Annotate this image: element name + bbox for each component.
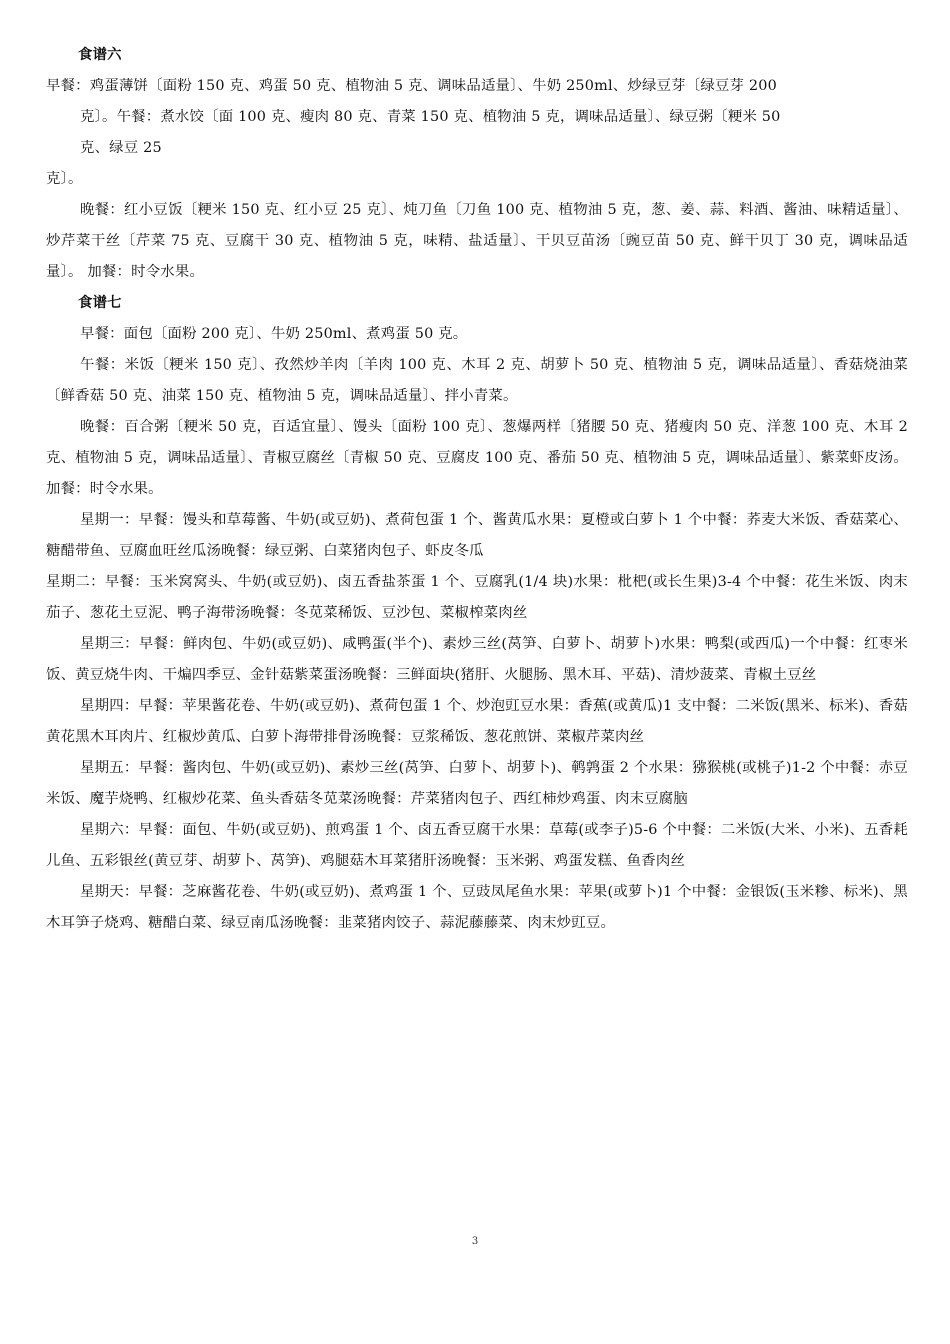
recipe6-line4: 克〕。 (46, 171, 83, 187)
week-tuesday: 星期二：早餐：玉米窝窝头、牛奶(或豆奶)、卤五香盐茶蛋 1 个、豆腐乳(1/4 块)水果：枇杷(或长生果)3-4 个中餐：花生米饭、肉末茄子、葱花土豆泥、鸭子海带汤晚餐：冬苋菜稀饭、豆沙包、菜椒榨菜肉丝 (46, 574, 908, 621)
week-thursday: 星期四：早餐：苹果酱花卷、牛奶(或豆奶)、煮荷包蛋 1 个、炒泡豇豆水果：香蕉(或黄瓜)1 支中餐：二米饭(黑米、标米)、香菇黄花黑木耳肉片、红椒炒黄瓜、白萝卜海带排骨汤晚餐：豆浆稀饭、葱花煎饼、菜椒芹菜肉丝 (46, 698, 908, 745)
recipe7-title: 食谱七 (78, 295, 122, 311)
recipe6-line1: 早餐：鸡蛋薄饼〔面粉 150 克、鸡蛋 50 克、植物油 5 克、调味品适量〕、牛奶 250ml、炒绿豆芽〔绿豆芽 200 (46, 78, 777, 94)
week-saturday: 星期六：早餐：面包、牛奶(或豆奶)、煎鸡蛋 1 个、卤五香豆腐干水果：草莓(或李子)5-6 个中餐：二米饭(大米、小米)、五香耗儿鱼、五彩银丝(黄豆芽、胡萝卜、莴笋)、鸡腿菇木耳菜猪肝汤晚餐：玉米粥、鸡蛋发糕、鱼香肉丝 (46, 822, 908, 869)
page-number: 3 (471, 1236, 479, 1247)
recipe6-title: 食谱六 (78, 47, 122, 63)
recipe6-line3: 克、绿豆 25 (80, 140, 162, 156)
recipe6-dinner: 晚餐：红小豆饭〔粳米 150 克、红小豆 25 克〕、炖刀鱼〔刀鱼 100 克、植物油 5 克，葱、姜、蒜、料酒、酱油、味精适量〕、炒芹菜干丝〔芹菜 75 克、豆腐干 30 克、植物油 5 克，味精、盐适量〕、干贝豆苗汤〔豌豆苗 50 克、鲜干贝丁 30 克，调味品适量〕。 加餐：时令水果。 (46, 202, 908, 280)
week-friday: 星期五：早餐：酱肉包、牛奶(或豆奶)、素炒三丝(莴笋、白萝卜、胡萝卜)、鹌鹑蛋 2 个水果：猕猴桃(或桃子)1-2 个中餐：赤豆米饭、魔芋烧鸭、红椒炒花菜、鱼头香菇冬苋菜汤晚餐：芹菜猪肉包子、西红柿炒鸡蛋、肉末豆腐脑 (46, 760, 908, 807)
recipe7-dinner: 晚餐：百合粥〔粳米 50 克，百适宜量〕、馒头〔面粉 100 克〕、葱爆两样〔猪腰 50 克、猪瘦肉 50 克、洋葱 100 克、木耳 2 克、植物油 5 克，调味品适量〕、青椒豆腐丝〔青椒 50 克、豆腐皮 100 克、番茄 50 克、植物油 5 克，调味品适量〕、紫菜虾皮汤。 加餐：时令水果。 (46, 419, 908, 497)
week-sunday: 星期天：早餐：芝麻酱花卷、牛奶(或豆奶)、煮鸡蛋 1 个、豆豉凤尾鱼水果：苹果(或萝卜)1 个中餐：金银饭(玉米糁、标米)、黑木耳笋子烧鸡、糖醋白菜、绿豆南瓜汤晚餐：韭菜猪肉饺子、蒜泥藤藤菜、肉末炒豇豆。 (46, 884, 908, 931)
week-monday: 星期一：早餐：馒头和草莓酱、牛奶(或豆奶)、煮荷包蛋 1 个、酱黄瓜水果：夏橙或白萝卜 1 个中餐：荞麦大米饭、香菇菜心、糖醋带鱼、豆腐血旺丝瓜汤晚餐：绿豆粥、白菜猪肉包子、虾皮冬瓜 (46, 512, 908, 559)
recipe7-lunch: 午餐：米饭〔粳米 150 克〕、孜然炒羊肉〔羊肉 100 克、木耳 2 克、胡萝卜 50 克、植物油 5 克，调味品适量〕、香菇烧油菜〔鲜香菇 50 克、油菜 150 克、植物油 5 克，调味品适量〕、拌小青菜。 (46, 357, 908, 404)
document-body (46, 40, 908, 939)
recipe6-line2: 克〕。午餐：煮水饺〔面 100 克、瘦肉 80 克、青菜 150 克、植物油 5 克，调味品适量〕、绿豆粥〔粳米 50 (80, 109, 781, 125)
week-wednesday: 星期三：早餐：鲜肉包、牛奶(或豆奶)、咸鸭蛋(半个)、素炒三丝(莴笋、白萝卜、胡萝卜)水果：鸭梨(或西瓜)一个中餐：红枣米饭、黄豆烧牛肉、干煸四季豆、金针菇紫菜蛋汤晚餐：三鲜面块(猪肝、火腿肠、黑木耳、平菇)、清炒菠菜、青椒土豆丝 (46, 636, 908, 683)
recipe7-breakfast: 早餐：面包〔面粉 200 克〕、牛奶 250ml、煮鸡蛋 50 克。 (80, 326, 468, 342)
